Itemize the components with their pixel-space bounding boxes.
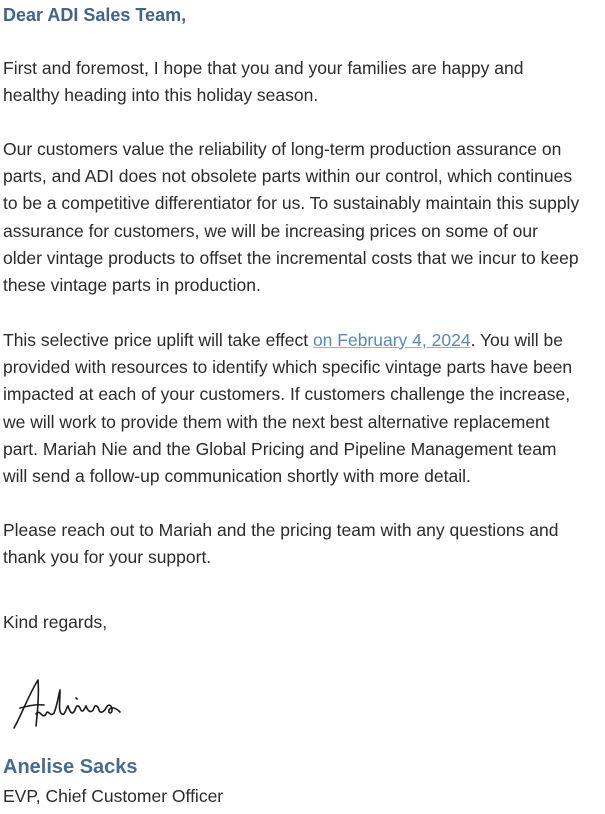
text-segment: This selective price uplift will take effect [3, 330, 313, 350]
handwritten-signature [8, 668, 128, 738]
closing-text: Kind regards, [3, 612, 108, 632]
text-line: we will work to provide them with the next best alternative replacement [3, 411, 550, 432]
text-line: provided with resources to identify which specific vintage parts have been [3, 357, 573, 378]
text-line: older vintage products to offset the incremental costs that we incur to keep [3, 247, 579, 268]
paragraph-pricing-rationale [3, 136, 603, 299]
text-line: thank you for your support. [3, 547, 212, 568]
paragraph-intro [3, 55, 603, 109]
text-line: Please reach out to Mariah and the pricing team with any questions and [3, 520, 559, 540]
text-line: impacted at each of your customers. If customers challenge the increase, [3, 384, 571, 405]
text-segment: . You will be [470, 330, 563, 350]
text-line: part. Mariah Nie and the Global Pricing and Pipeline Management team [3, 438, 557, 459]
text-line: First and foremost, I hope that you and your families are happy and [3, 58, 524, 78]
text-line: will send a follow-up communication shortly with more detail. [3, 466, 471, 487]
text-line: healthy heading into this holiday season. [3, 85, 319, 106]
greeting: Dear ADI Sales Team, [3, 5, 187, 25]
date-link[interactable]: on February 4, 2024 [312, 330, 471, 350]
paragraph-contact [3, 517, 603, 571]
closing [3, 609, 603, 636]
text-line: these vintage parts in production. [3, 275, 261, 296]
text-line: Our customers value the reliability of long-term production assurance on [3, 139, 562, 159]
signer-title: EVP, Chief Customer Officer [3, 786, 224, 806]
text-line: assurance for customers, we will be increasing prices on some of our [3, 220, 538, 241]
paragraph-effective-date [3, 327, 603, 490]
text-line [3, 327, 603, 354]
text-line: parts, and ADI does not obsolete parts within our control, which continues [3, 166, 573, 187]
signer-name: Anelise Sacks [3, 756, 138, 778]
text-line: to be a competitive differentiator for us. To sustainably maintain this supply [3, 193, 580, 214]
